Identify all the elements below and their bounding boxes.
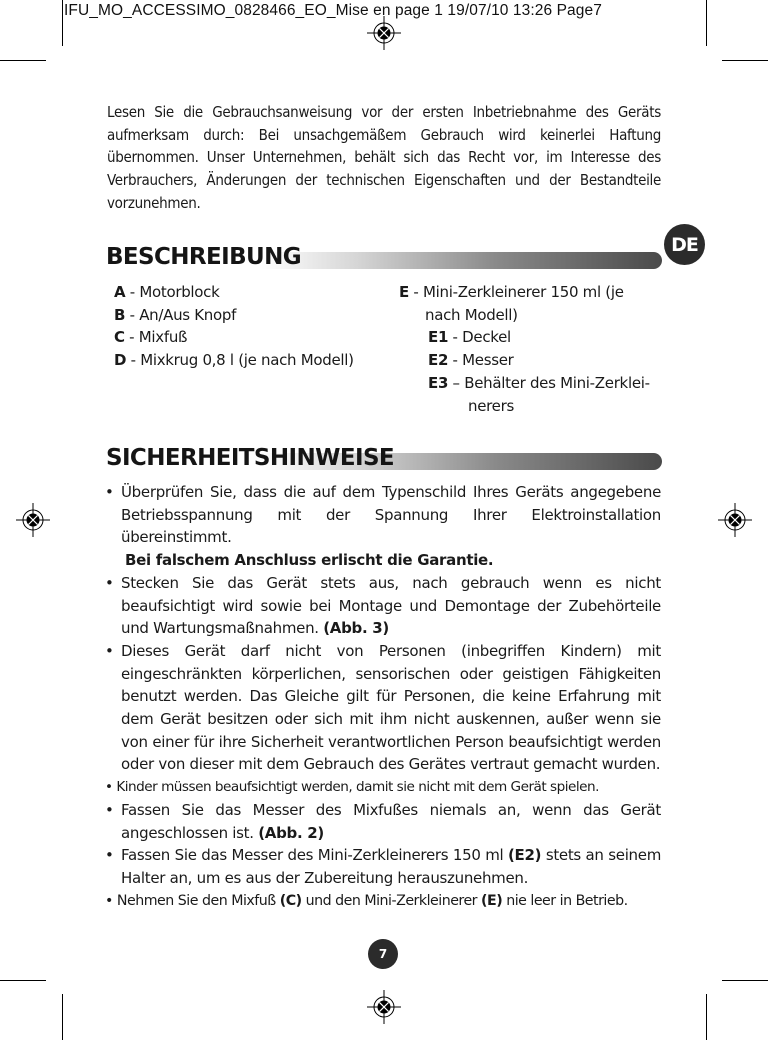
bullet-icon: •	[105, 573, 114, 592]
list-item	[114, 281, 354, 304]
crop-mark	[0, 980, 46, 981]
page-number-badge: 7	[368, 939, 398, 969]
list-item	[105, 572, 661, 640]
list-item	[105, 640, 661, 776]
crop-mark	[722, 980, 768, 981]
crop-mark	[62, 994, 63, 1040]
list-item	[105, 890, 661, 913]
list-item	[114, 349, 354, 372]
list-item-continuation: nach Modell)	[425, 305, 518, 324]
section-heading-description	[106, 244, 662, 273]
list-item	[105, 776, 661, 799]
figure-reference: (Abb. 2)	[258, 823, 324, 842]
part-label: - Mini-Zerkleinerer 150 ml (je	[408, 283, 624, 301]
bullet-text: Fassen Sie das Messer des Mini-Zerkleinerers 150 ml	[121, 846, 504, 865]
list-item	[399, 281, 661, 304]
parts-list-left	[114, 281, 354, 372]
list-item	[105, 481, 661, 549]
bullet-icon: •	[105, 800, 114, 819]
part-reference: (C)	[279, 892, 302, 909]
bullet-icon: •	[105, 641, 114, 660]
bullet-text: Überprüfen Sie, dass die auf dem Typenschild Ihres Geräts angegebene Betriebsspannung mit der Spannung Ihrer Elektroinstallation übereinstimmt.	[121, 483, 661, 547]
part-key: E	[399, 283, 409, 301]
part-label: – Behälter des Mini-Zerklei-	[448, 373, 650, 392]
part-label: - Deckel	[448, 328, 511, 347]
parts-list-right	[399, 281, 661, 417]
list-item	[114, 326, 354, 349]
bullet-text: Stecken Sie das Gerät stets aus, nach gebrauch wenn es nicht beaufsichtigt wird sowie bei Montage und Demontage der Zubehörteile und Wartungsmaßnahmen.	[121, 573, 661, 638]
list-item-continuation: nerers	[468, 396, 514, 415]
registration-mark-icon	[367, 16, 401, 50]
section-title: BESCHREIBUNG	[106, 244, 302, 270]
part-label: - Motorblock	[125, 283, 220, 301]
crop-mark	[0, 60, 46, 61]
part-key: E2	[428, 351, 449, 370]
bullet-text: Dieses Gerät darf nicht von Personen (inbegriffen Kindern) mit eingeschränkten körperlichen, sensorischen oder geistigen Fähigkeiten benutzt werden. Das Gleiche gilt für Personen, die keine Erfahrung mit dem Gerät besitzen oder sich mit ihm nicht auskennen, außer wenn sie von einer für ihre Sicherheit verantwortlichen Person beaufsichtigt werden oder von dieser mit dem Gebrauch des Gerätes vertraut gemacht wurden.	[121, 641, 661, 774]
list-item	[114, 304, 354, 327]
section-title: SICHERHEITSHINWEISE	[106, 445, 395, 471]
crop-mark	[62, 0, 63, 46]
crop-mark	[706, 0, 707, 46]
part-label: - Messer	[448, 351, 514, 370]
list-item	[105, 844, 661, 889]
part-key: E3	[428, 373, 449, 392]
language-badge: DE	[664, 224, 705, 265]
bullet-icon: •	[105, 892, 113, 909]
list-item	[399, 372, 661, 395]
bullet-text: Nehmen Sie den Mixfuß	[116, 892, 276, 909]
crop-mark	[722, 60, 768, 61]
registration-mark-icon	[16, 503, 50, 537]
part-reference: (E2)	[508, 846, 542, 865]
bullet-text: nie leer in Betrieb.	[506, 892, 628, 909]
part-key: A	[114, 283, 126, 301]
bullet-icon: •	[105, 846, 114, 865]
part-key: C	[114, 328, 125, 347]
list-item	[399, 326, 661, 349]
part-key: B	[114, 305, 126, 324]
part-key: D	[114, 351, 127, 370]
bullet-text: Fassen Sie das Messer des Mixfußes niemals an, wenn das Gerät angeschlossen ist.	[121, 800, 661, 842]
section-heading-safety	[106, 445, 662, 474]
bullet-text: und den Mini-Zerkleinerer	[305, 892, 478, 909]
part-label: - An/Aus Knopf	[125, 305, 237, 324]
part-label: - Mixfuß	[124, 328, 188, 347]
crop-mark	[706, 994, 707, 1040]
intro-paragraph: Lesen Sie die Gebrauchsanweisung vor der ersten Inbetriebnahme des Geräts aufmerksam durch: Bei unsachgemäßem Gebrauch wird keinerlei Haftung übernommen. Unser Unternehmen, behält sich das Recht vor, im Interesse des Verbrauchers, Änderungen der technischen Eigenschaften und der Bestandteile vorzunehmen.	[107, 103, 661, 212]
warranty-notice: Bei falschem Anschluss erlischt die Garantie.	[125, 551, 494, 570]
bullet-icon: •	[105, 779, 113, 796]
registration-mark-icon	[367, 990, 401, 1024]
bullet-icon: •	[105, 483, 114, 501]
list-item	[399, 349, 661, 372]
bullet-text: stets an seinem Halter an, um es aus der Zubereitung herauszunehmen.	[121, 846, 662, 887]
safety-list	[105, 481, 661, 912]
print-slug: IFU_MO_ACCESSIMO_0828466_EO_Mise en page 1 19/07/10 13:26 Page7	[64, 2, 602, 19]
registration-mark-icon	[718, 503, 752, 537]
part-key: E1	[428, 328, 449, 347]
list-item	[105, 799, 661, 844]
part-reference: (E)	[481, 892, 503, 909]
bullet-text: Kinder müssen beaufsichtigt werden, damit sie nicht mit dem Gerät spielen.	[116, 779, 599, 796]
figure-reference: (Abb. 3)	[323, 619, 389, 638]
part-label: - Mixkrug 0,8 l (je nach Modell)	[126, 351, 354, 370]
